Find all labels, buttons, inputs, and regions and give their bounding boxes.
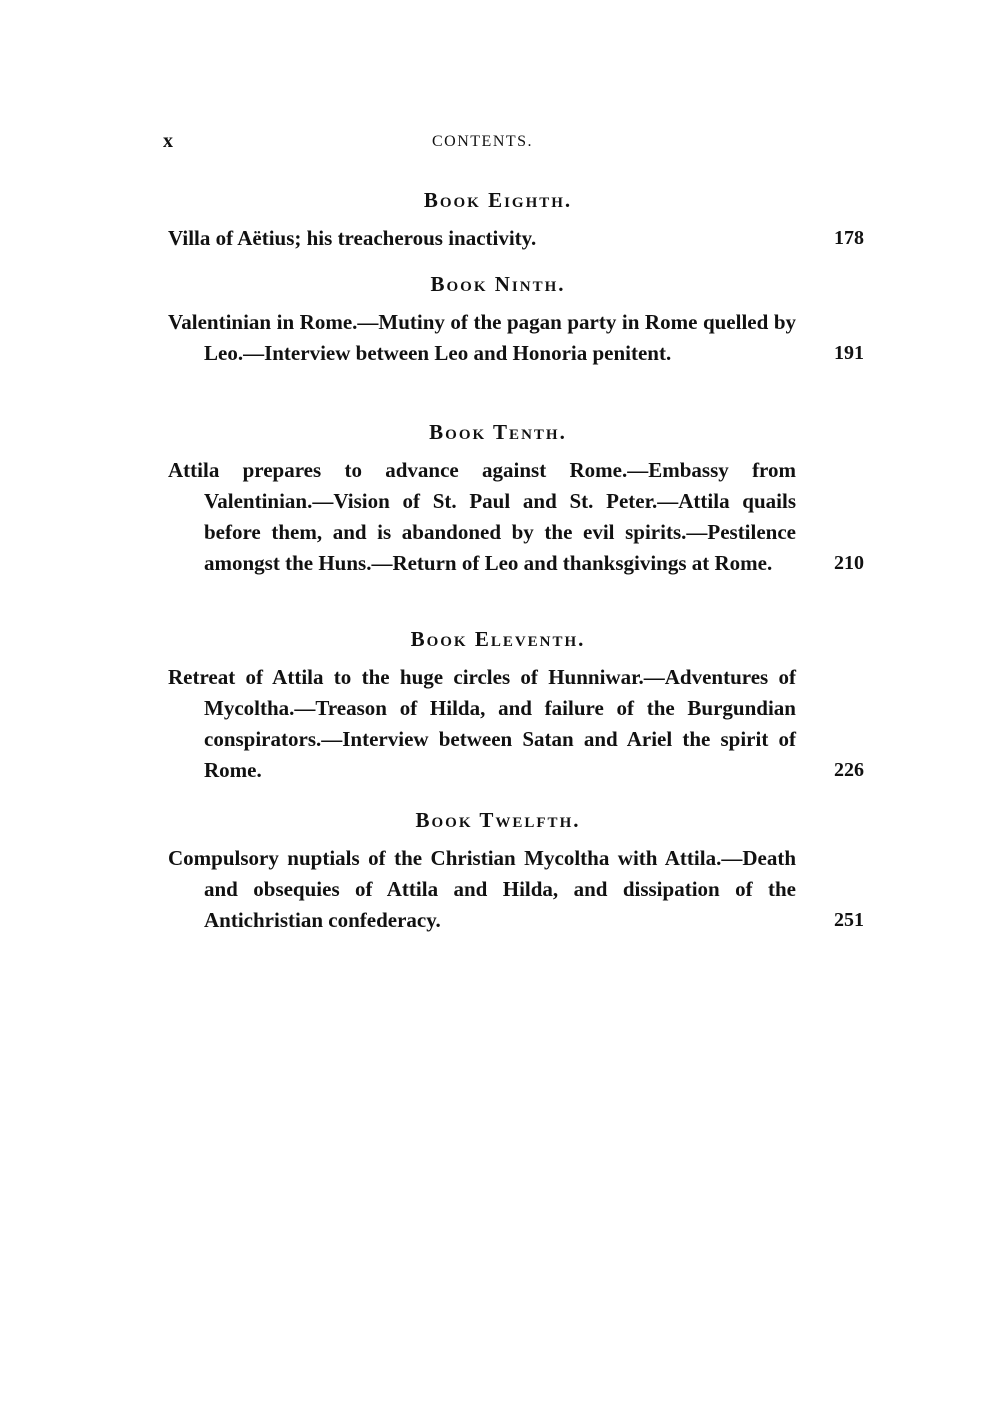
contents-entry (168, 307, 864, 369)
book-ninth-section (168, 269, 864, 369)
book-heading: Book Ninth. (430, 272, 566, 296)
entry-page-number: 251 (834, 909, 864, 931)
entry-summary: Attila prepares to advance against Rome.—Embassy from Valentinian.—Vision of St. Paul and St. Peter.—Attila quails before them, and is abandoned by the evil spirits.—Pestilence amongst the Huns.—Return of Leo and thanksgivings at Rome. (168, 458, 796, 575)
page-number: x (163, 130, 174, 152)
running-head: CONTENTS. (432, 133, 534, 150)
book-tenth-section (168, 417, 864, 579)
entry-page-number: 210 (834, 552, 864, 574)
book-eleventh-section (168, 624, 864, 786)
entry-page-number: 226 (834, 759, 864, 781)
book-eighth-section (168, 185, 864, 254)
book-heading: Book Tenth. (429, 420, 567, 444)
entry-page-number: 191 (834, 342, 864, 364)
entry-summary: Retreat of Attila to the huge circles of Hunniwar.—Adventures of Mycoltha.—Treason of Hilda, and failure of the Burgundian conspirators.—Interview between Satan and Ariel the spirit of Rome. (168, 665, 796, 782)
entry-summary: Villa of Aëtius; his treacherous inactivity. (168, 226, 537, 250)
book-heading: Book Eighth. (423, 188, 573, 212)
contents-entry (168, 223, 864, 254)
entry-summary: Valentinian in Rome.—Mutiny of the pagan party in Rome quelled by Leo.—Interview between Leo and Honoria penitent. (168, 310, 796, 365)
contents-entry (168, 843, 864, 936)
entry-summary: Compulsory nuptials of the Christian Mycoltha with Attila.—Death and obsequies of Attila and Hilda, and dissipation of the Antichristian confederacy. (168, 846, 796, 932)
contents-entry (168, 455, 864, 579)
entry-page-number: 178 (834, 227, 864, 249)
contents-entry (168, 662, 864, 786)
book-twelfth-section (168, 805, 864, 936)
book-heading: Book Twelfth. (415, 808, 581, 832)
book-heading: Book Eleventh. (410, 627, 586, 651)
